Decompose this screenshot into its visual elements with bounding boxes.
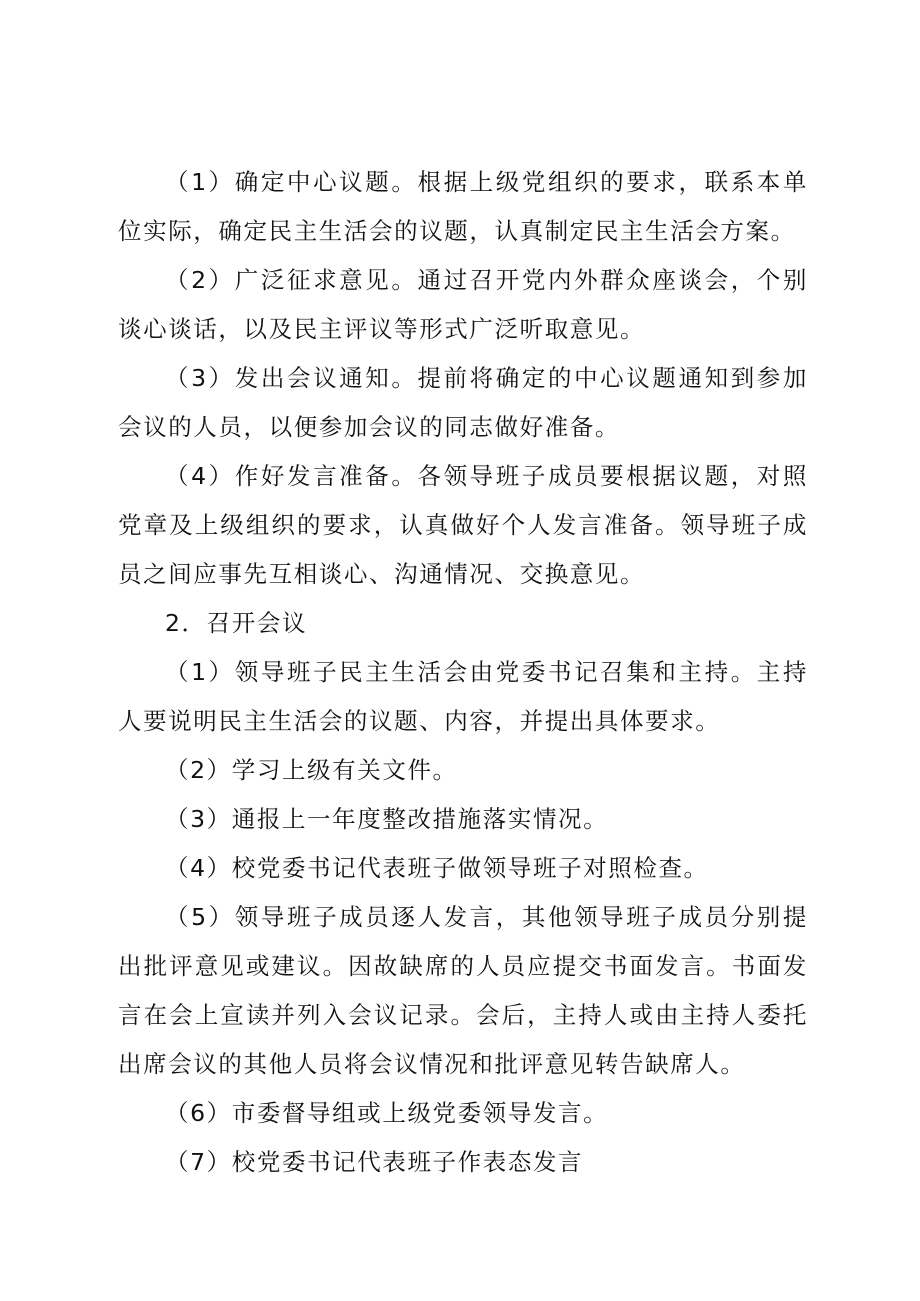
section-heading: 2．召开会议: [165, 609, 308, 637]
paragraph-item-1-2: （2）广泛征求意见。通过召开党内外群众座谈会，个别谈心谈话，以及民主评议等形式广泛听取意见。: [118, 266, 808, 343]
paragraph-item-2-3: （3）通报上一年度整改措施落实情况。: [165, 805, 609, 833]
paragraph-item-2-1: （1）领导班子民主生活会由党委书记召集和主持。主持人要说明民主生活会的议题、内容，并提出具体要求。: [118, 658, 808, 735]
paragraph-item-2-6: （6）市委督导组或上级党委领导发言。: [165, 1099, 609, 1127]
document-body: [118, 158, 808, 1187]
paragraph-item-2-5: （5）领导班子成员逐人发言，其他领导班子成员分别提出批评意见或建议。因故缺席的人员应提交书面发言。书面发言在会上宣读并列入会议记录。会后，主持人或由主持人委托出席会议的其他人员将会议情况和批评意见转告缺席人。: [118, 903, 808, 1078]
paragraph-item-2-7: （7）校党委书记代表班子作表态发言: [165, 1148, 584, 1176]
paragraph-item-2-2: （2）学习上级有关文件。: [165, 756, 458, 784]
paragraph-item-2-4: （4）校党委书记代表班子做领导班子对照检查。: [165, 854, 709, 882]
paragraph-item-1-4: （4）作好发言准备。各领导班子成员要根据议题，对照党章及上级组织的要求，认真做好个人发言准备。领导班子成员之间应事先互相谈心、沟通情况、交换意见。: [118, 462, 808, 588]
paragraph-item-1-1: （1）确定中心议题。根据上级党组织的要求，联系本单位实际，确定民主生活会的议题，认真制定民主生活会方案。: [118, 168, 808, 245]
paragraph-item-1-3: （3）发出会议通知。提前将确定的中心议题通知到参加会议的人员，以便参加会议的同志做好准备。: [118, 364, 808, 441]
